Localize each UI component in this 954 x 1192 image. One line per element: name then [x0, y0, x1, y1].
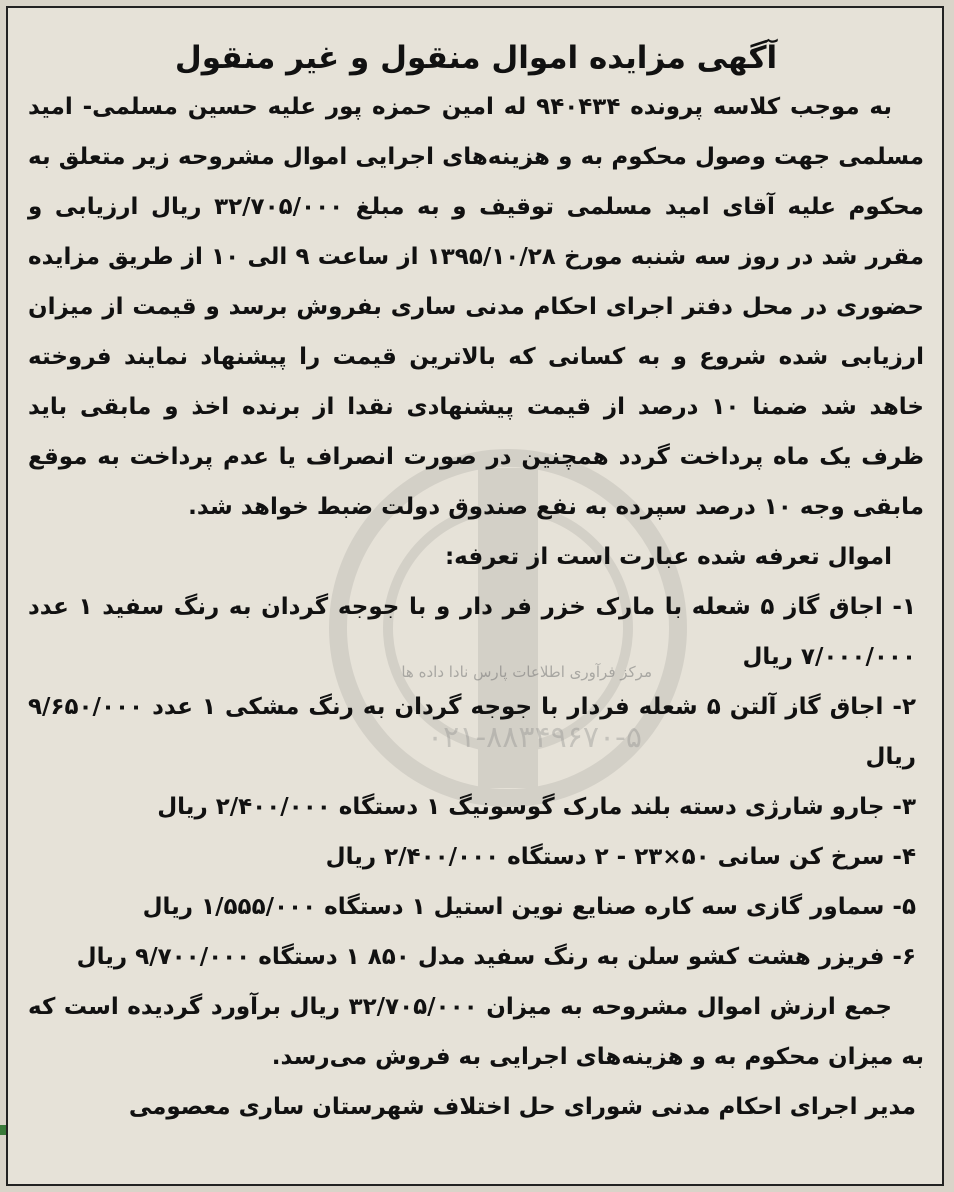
watermark-phone: ۰۲۱-۸۸۳۴۹۶۷۰-۵	[426, 720, 642, 755]
notice-frame	[6, 6, 944, 1186]
watermark-text: مرکز فرآوری اطلاعات پارس نادا داده ها	[401, 663, 652, 681]
edge-mark	[0, 1125, 6, 1135]
notice-title: آگهی مزایده اموال منقول و غیر منقول	[174, 40, 778, 76]
notice-intro: به موجب کلاسه پرونده ۹۴۰۴۳۴ له امین حمزه پور علیه حسین مسلمی- امید مسلمی جهت وصول محکوم به و هزینه‌های اجرایی اموال مشروحه زیر متعلق به محکوم علیه آقای امید مسلمی توقیف و به مبلغ ۳۲/۷۰۵/۰۰۰ ریال ارزیابی و مقرر شد در روز سه شنبه مورخ ۱۳۹۵/۱۰/۲۸ از ساعت ۹ الی ۱۰ از طریق مزایده حضوری در محل دفتر اجرای احکام مدنی ساری بفروش برسد و قیمت از میزان ارزیابی شده شروع و به کسانی که بالاترین قیمت را پیشنهاد نمایند فروخته خاهد شد ضمنا ۱۰ درصد از قیمت پیشنهادی نقدا از برنده اخذ و مابقی باید ظرف یک ماه پرداخت گردد همچنین در صورت انصراف یا عدم پرداخت به موقع مابقی وجه ۱۰ درصد سپرده به نفع صندوق دولت ضبط خواهد شد.	[28, 94, 924, 520]
list-item: ۵- سماور گازی سه کاره صنایع نوین استیل ۱ دستگاه ۱/۵۵۵/۰۰۰ ریال	[142, 894, 916, 920]
list-item: ۲- اجاق گاز آلتن ۵ شعله فردار با جوجه گردان به رنگ مشکی ۱ عدد ۹/۶۵۰/۰۰۰ ریال	[28, 694, 916, 770]
signature-line: مدیر اجرای احکام مدنی شورای حل اختلاف شهرستان ساری معصومی	[128, 1094, 916, 1120]
list-item: ۱- اجاق گاز ۵ شعله با مارک خزر فر دار و با جوجه گردان به رنگ سفید ۱ عدد ۷/۰۰۰/۰۰۰ ریال	[28, 594, 916, 670]
list-item: ۴- سرخ کن سانی ۵۰×۲۳ - ۲ دستگاه ۲/۴۰۰/۰۰۰ ریال	[325, 844, 916, 870]
list-item: ۶- فریزر هشت کشو سلن به رنگ سفید مدل ۸۵۰ ۱ دستگاه ۹/۷۰۰/۰۰۰ ریال	[76, 944, 916, 970]
auction-notice	[28, 36, 924, 1176]
list-item: ۳- جارو شارژی دسته بلند مارک گوسونیگ ۱ دستگاه ۲/۴۰۰/۰۰۰ ریال	[157, 794, 916, 820]
total-value: جمع ارزش اموال مشروحه به میزان ۳۲/۷۰۵/۰۰۰ ریال برآورد گردیده است که به میزان محکوم به و هزینه‌های اجرایی به فروش می‌رسد.	[28, 994, 924, 1070]
items-heading: اموال تعرفه شده عبارت است از تعرفه:	[444, 544, 892, 570]
